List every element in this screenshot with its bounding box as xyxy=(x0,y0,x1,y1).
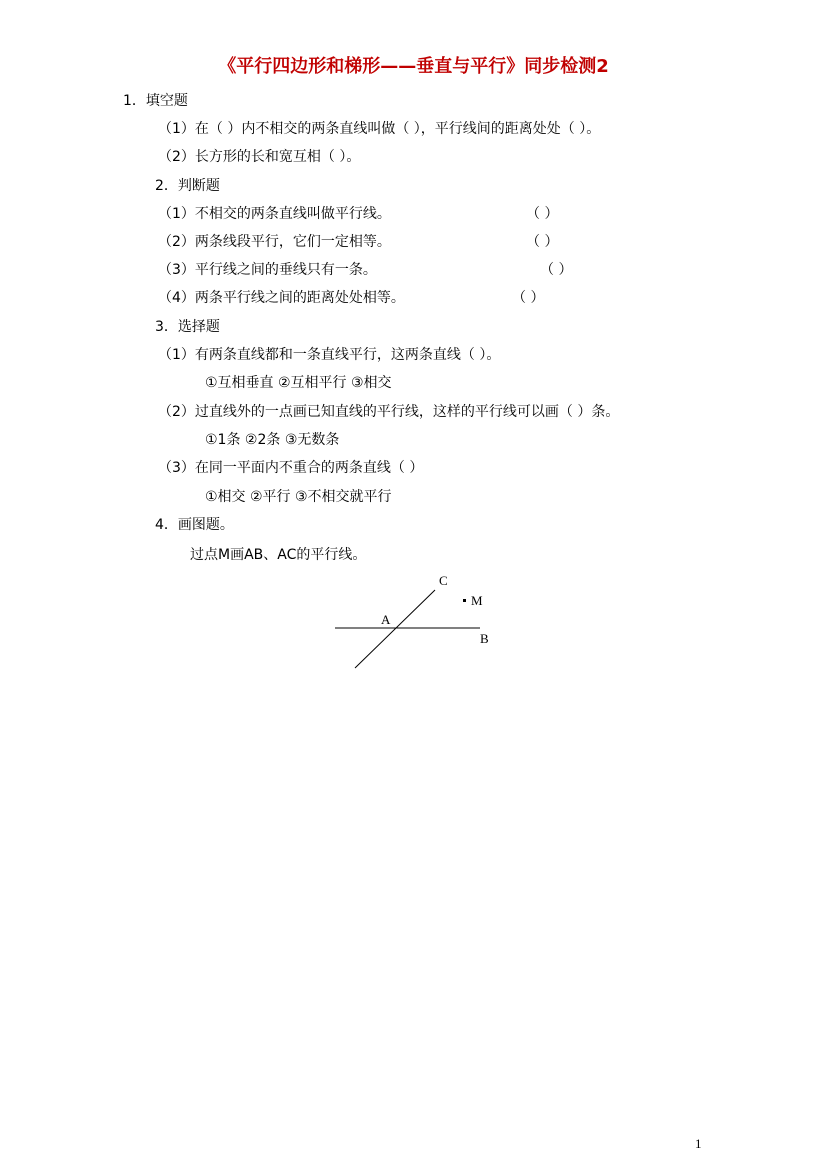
question-text: （2）长方形的长和宽互相（ ）。 xyxy=(158,149,361,165)
answer-bracket: （ ） xyxy=(512,290,545,306)
page-number: 1 xyxy=(695,1136,702,1151)
label-a: A xyxy=(381,612,391,627)
label-c: C xyxy=(439,573,448,588)
answer-bracket: （ ） xyxy=(526,234,559,250)
question-text: （2）过直线外的一点画已知直线的平行线，这样的平行线可以画（ ）条。 xyxy=(158,404,620,420)
answer-options: ①1条 ②2条 ③无数条 xyxy=(205,432,340,448)
label-b: B xyxy=(480,631,489,646)
line-ac xyxy=(355,590,435,668)
answer-bracket: （ ） xyxy=(540,262,573,278)
answer-bracket: （ ） xyxy=(526,206,559,222)
question-text: （1）在（ ）内不相交的两条直线叫做（ ），平行线间的距离处处（ ）。 xyxy=(158,121,601,137)
section-heading-multiple-choice: 3．选择题 xyxy=(155,319,220,335)
document-title: 《平行四边形和梯形——垂直与平行》同步检测2 xyxy=(218,56,609,77)
section-heading-fill-blank: 1．填空题 xyxy=(123,93,188,109)
section-heading-drawing: 4．画图题。 xyxy=(155,517,234,533)
question-text: （4）两条平行线之间的距离处处相等。 xyxy=(158,290,405,306)
section-heading-true-false: 2．判断题 xyxy=(155,178,220,194)
question-text: （1）不相交的两条直线叫做平行线。 xyxy=(158,206,391,222)
question-text: （2）两条线段平行，它们一定相等。 xyxy=(158,234,391,250)
question-text: （3）在同一平面内不重合的两条直线（ ） xyxy=(158,460,424,476)
question-text: （1）有两条直线都和一条直线平行，这两条直线（ ）。 xyxy=(158,347,501,363)
point-m xyxy=(463,599,466,602)
drawing-instruction: 过点M画AB、AC的平行线。 xyxy=(190,547,367,563)
label-m: M xyxy=(471,593,483,608)
question-text: （3）平行线之间的垂线只有一条。 xyxy=(158,262,377,278)
answer-options: ①互相垂直 ②互相平行 ③相交 xyxy=(205,375,392,391)
answer-options: ①相交 ②平行 ③不相交就平行 xyxy=(205,489,392,505)
geometry-figure xyxy=(320,570,500,680)
